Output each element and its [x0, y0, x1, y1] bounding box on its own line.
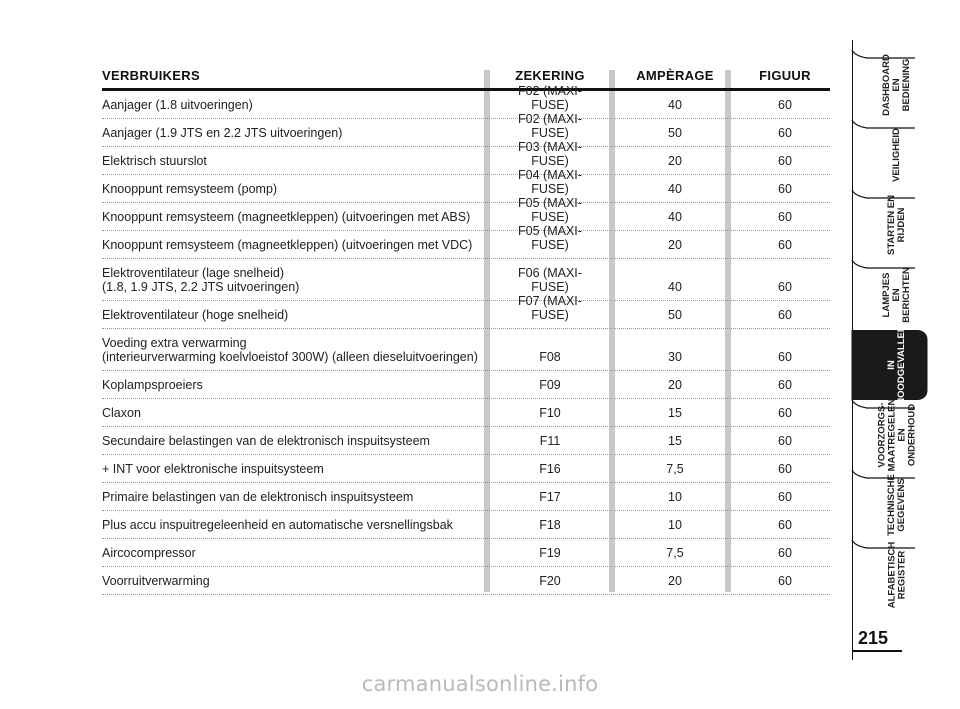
- table-row: [102, 259, 830, 301]
- figure-cell: 60: [778, 434, 792, 448]
- figure-cell: 60: [778, 518, 792, 532]
- consumer-cell: Secundaire belastingen van de elektronisch inspuitsysteem: [102, 434, 430, 448]
- page-number: 215: [858, 628, 889, 648]
- section-tab[interactable]: [845, 325, 955, 405]
- amperage-cell: 50: [668, 126, 682, 140]
- header-fuse: ZEKERING: [515, 68, 585, 83]
- fuse-cell: F11: [539, 434, 561, 448]
- header-amperage: AMPÈRAGE: [636, 68, 714, 83]
- table-row: [102, 399, 830, 427]
- tab-label: VEILIGHEID: [891, 128, 902, 182]
- section-tab[interactable]: [845, 190, 955, 260]
- table-row: [102, 511, 830, 539]
- figure-cell: 60: [778, 154, 792, 168]
- fuse-cell: F07 (MAXI-FUSE): [518, 294, 582, 322]
- tab-label-wrap: [867, 400, 927, 470]
- watermark: carmanualsonline.info: [361, 672, 599, 696]
- consumer-cell: Knooppunt remsysteem (magneetkleppen) (uitvoeringen met VDC): [102, 238, 473, 252]
- header-consumers: VERBRUIKERS: [102, 68, 200, 83]
- fuse-cell: F16: [539, 462, 561, 476]
- tab-label-wrap: [867, 470, 927, 540]
- amperage-cell: 7,5: [666, 546, 684, 560]
- figure-cell: 60: [778, 238, 792, 252]
- table-row: [102, 294, 830, 329]
- tab-label-wrap: [867, 540, 927, 610]
- tab-label: TECHNISCHE GEGEVENS: [886, 474, 908, 536]
- header-figure: FIGUUR: [759, 68, 811, 83]
- section-tab[interactable]: [845, 120, 955, 190]
- consumer-cell: Claxon: [102, 406, 141, 420]
- table-row: [102, 224, 830, 259]
- figure-cell: 60: [778, 490, 792, 504]
- amperage-cell: 20: [668, 378, 682, 392]
- figure-cell: 60: [778, 546, 792, 560]
- amperage-cell: 10: [668, 518, 682, 532]
- fuse-cell: F09: [539, 378, 561, 392]
- tab-label-wrap: [867, 120, 927, 190]
- fuse-cell: F17: [539, 490, 561, 504]
- fuse-cell: F06 (MAXI-FUSE): [518, 266, 582, 294]
- section-tab[interactable]: [845, 400, 955, 470]
- figure-cell: 60: [778, 98, 792, 112]
- amperage-cell: 20: [668, 574, 682, 588]
- consumer-cell: Voeding extra verwarming (interieurverwarming koelvloeistof 300W) (alleen dieseluitvoeringen): [102, 336, 478, 364]
- table-row: [102, 567, 830, 595]
- amperage-cell: 40: [668, 210, 682, 224]
- fuse-cell: F19: [539, 546, 561, 560]
- figure-cell: 60: [778, 210, 792, 224]
- amperage-cell: 40: [668, 280, 682, 294]
- figure-cell: 60: [778, 308, 792, 322]
- fuse-cell: F03 (MAXI-FUSE): [518, 140, 582, 168]
- consumer-cell: Aircocompressor: [102, 546, 196, 560]
- fuse-cell: F02 (MAXI-FUSE): [518, 112, 582, 140]
- figure-cell: 60: [778, 350, 792, 364]
- amperage-cell: 40: [668, 182, 682, 196]
- amperage-cell: 30: [668, 350, 682, 364]
- amperage-cell: 50: [668, 308, 682, 322]
- section-tabs: [845, 40, 960, 660]
- tab-label: STARTEN EN RIJDEN: [886, 195, 907, 255]
- consumer-cell: Primaire belastingen van de elektronisch inspuitsysteem: [102, 490, 414, 504]
- consumer-cell: Knooppunt remsysteem (magneetkleppen) (uitvoeringen met ABS): [102, 210, 471, 224]
- amperage-cell: 7,5: [666, 462, 684, 476]
- consumer-cell: + INT voor elektronische inspuitsysteem: [102, 462, 324, 476]
- figure-cell: 60: [778, 574, 792, 588]
- amperage-cell: 40: [668, 98, 682, 112]
- section-tab[interactable]: [845, 540, 955, 610]
- section-tab[interactable]: [845, 470, 955, 540]
- amperage-cell: 15: [668, 434, 682, 448]
- table-row: [102, 112, 830, 147]
- tab-label: LAMPJES EN BERICHTEN: [881, 267, 912, 323]
- table-row: [102, 483, 830, 511]
- table-row: [102, 371, 830, 399]
- page-number-rule: [852, 650, 902, 652]
- fuse-cell: F05 (MAXI-FUSE): [518, 196, 582, 224]
- table-row: [102, 196, 830, 231]
- figure-cell: 60: [778, 182, 792, 196]
- tab-label: VOORZORGS- MAATREGELEN EN ONDERHOUD: [876, 398, 917, 472]
- tab-label-wrap: [867, 260, 927, 330]
- amperage-cell: 15: [668, 406, 682, 420]
- fuse-cell: F05 (MAXI-FUSE): [518, 224, 582, 252]
- figure-cell: 60: [778, 462, 792, 476]
- consumer-cell: Knooppunt remsysteem (pomp): [102, 182, 278, 196]
- table-row: [102, 84, 830, 119]
- table-row: [102, 455, 830, 483]
- amperage-cell: 20: [668, 238, 682, 252]
- fuse-cell: F10: [539, 406, 561, 420]
- amperage-cell: 20: [668, 154, 682, 168]
- table-row: [102, 168, 830, 203]
- tab-label: IN NOODGEVALLEN: [886, 325, 907, 405]
- figure-cell: 60: [778, 406, 792, 420]
- consumer-cell: Voorruitverwarming: [102, 574, 210, 588]
- table-row: [102, 329, 830, 371]
- table-row: [102, 427, 830, 455]
- table-row: [102, 140, 830, 175]
- figure-cell: 60: [778, 378, 792, 392]
- fuse-cell: F18: [539, 518, 561, 532]
- consumer-cell: Aanjager (1.8 uitvoeringen): [102, 98, 253, 112]
- amperage-cell: 10: [668, 490, 682, 504]
- fuse-cell: F02 (MAXI-FUSE): [518, 84, 582, 112]
- fuse-cell: F20: [539, 574, 561, 588]
- figure-cell: 60: [778, 126, 792, 140]
- tab-label: ALFABETISCH REGISTER: [886, 541, 907, 609]
- consumer-cell: Koplampsproeiers: [102, 378, 203, 392]
- consumer-cell: Elektroventilateur (lage snelheid) (1.8, 1.9 JTS, 2.2 JTS uitvoeringen): [102, 266, 300, 294]
- consumer-cell: Elektroventilateur (hoge snelheid): [102, 308, 289, 322]
- fuse-cell: F08: [539, 350, 561, 364]
- figure-cell: 60: [778, 280, 792, 294]
- section-tab[interactable]: [845, 50, 955, 120]
- section-tab[interactable]: [845, 260, 955, 330]
- tab-label-wrap: [867, 50, 927, 120]
- tab-label: DASHBOARD EN BEDIENING: [881, 54, 912, 116]
- tab-label-wrap: [867, 190, 927, 260]
- consumer-cell: Aanjager (1.9 JTS en 2.2 JTS uitvoeringen): [102, 126, 343, 140]
- consumer-cell: Elektrisch stuurslot: [102, 154, 207, 168]
- table-row: [102, 539, 830, 567]
- fuse-cell: F04 (MAXI-FUSE): [518, 168, 582, 196]
- fuse-table: [102, 84, 830, 595]
- consumer-cell: Plus accu inspuitregeleenheid en automatische versnellingsbak: [102, 518, 453, 532]
- tab-label-wrap: [867, 325, 927, 405]
